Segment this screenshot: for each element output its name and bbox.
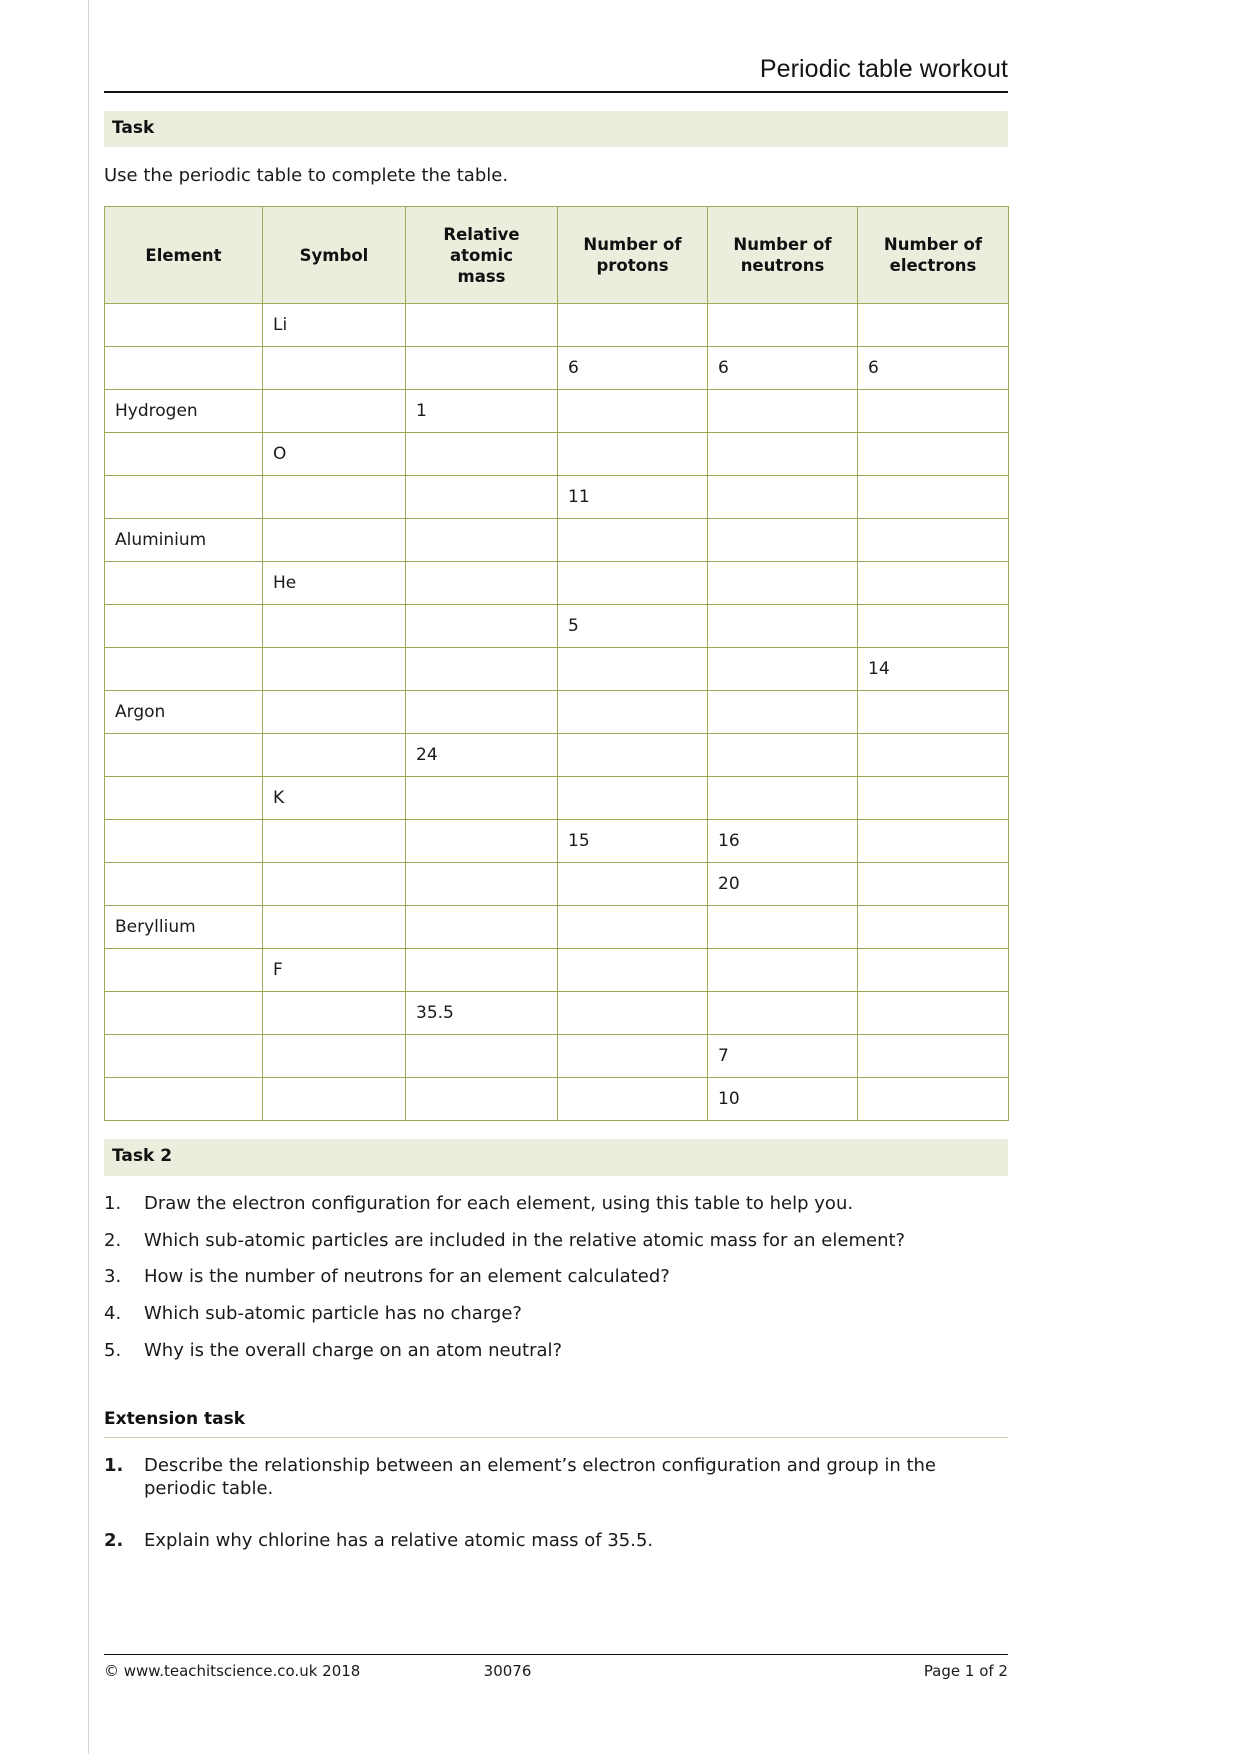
cell-relative-atomic-mass[interactable]: [406, 562, 558, 605]
cell-number-of-neutrons[interactable]: [708, 304, 858, 347]
cell-symbol[interactable]: [263, 691, 406, 734]
cell-symbol[interactable]: [263, 347, 406, 390]
cell-element[interactable]: Hydrogen: [105, 390, 263, 433]
cell-relative-atomic-mass[interactable]: [406, 1078, 558, 1121]
cell-relative-atomic-mass[interactable]: [406, 476, 558, 519]
table-row: [105, 1078, 1009, 1121]
cell-number-of-electrons[interactable]: [858, 777, 1009, 820]
cell-relative-atomic-mass[interactable]: 24: [406, 734, 558, 777]
task2-question: [104, 1339, 1008, 1363]
table-row: [105, 648, 1009, 691]
column-header-neutrons-line2: neutrons: [740, 256, 825, 276]
task-heading-label: Task: [112, 117, 155, 138]
cell-number-of-electrons[interactable]: [858, 1035, 1009, 1078]
cell-number-of-neutrons[interactable]: 10: [708, 1078, 858, 1121]
cell-element[interactable]: [105, 949, 263, 992]
cell-symbol[interactable]: [263, 390, 406, 433]
header-divider: [104, 91, 1008, 93]
cell-element[interactable]: [105, 777, 263, 820]
column-header-electrons-line1: Number of: [883, 235, 983, 255]
table-row: [105, 605, 1009, 648]
cell-number-of-protons[interactable]: [558, 949, 708, 992]
column-header-mass-line3: mass: [457, 266, 506, 286]
cell-number-of-neutrons[interactable]: [708, 476, 858, 519]
task2-question-text: Draw the electron configuration for each element, using this table to help you.: [144, 1192, 854, 1214]
cell-symbol[interactable]: [263, 906, 406, 949]
cell-number-of-protons[interactable]: [558, 648, 708, 691]
cell-number-of-neutrons[interactable]: [708, 519, 858, 562]
table-row: [105, 390, 1009, 433]
page-margin-rule: [88, 0, 89, 1754]
cell-number-of-protons[interactable]: [558, 777, 708, 820]
task-instruction: Use the periodic table to complete the table.: [104, 165, 509, 187]
cell-element[interactable]: [105, 1078, 263, 1121]
cell-number-of-neutrons[interactable]: [708, 691, 858, 734]
cell-relative-atomic-mass[interactable]: 35.5: [406, 992, 558, 1035]
task2-question-number: 1.: [104, 1192, 122, 1214]
cell-number-of-neutrons[interactable]: [708, 949, 858, 992]
document-header: [104, 0, 1008, 84]
cell-number-of-electrons[interactable]: [858, 863, 1009, 906]
table-row: [105, 347, 1009, 390]
table-row: [105, 863, 1009, 906]
cell-number-of-electrons[interactable]: [858, 949, 1009, 992]
table-row: [105, 1035, 1009, 1078]
cell-relative-atomic-mass[interactable]: [406, 519, 558, 562]
extension-question-number: 1.: [104, 1454, 124, 1476]
cell-number-of-neutrons[interactable]: [708, 605, 858, 648]
cell-number-of-neutrons[interactable]: 7: [708, 1035, 858, 1078]
cell-number-of-neutrons[interactable]: [708, 906, 858, 949]
task2-question-number: 5.: [104, 1339, 122, 1361]
cell-number-of-neutrons[interactable]: [708, 390, 858, 433]
extension-question: [104, 1529, 1008, 1553]
task2-heading-label: Task 2: [112, 1146, 173, 1167]
cell-number-of-electrons[interactable]: 14: [858, 648, 1009, 691]
cell-element[interactable]: [105, 433, 263, 476]
cell-symbol[interactable]: [263, 1078, 406, 1121]
task2-question: [104, 1265, 1008, 1289]
task2-question-text: Which sub-atomic particles are included in the relative atomic mass for an element?: [144, 1229, 906, 1251]
cell-number-of-electrons[interactable]: [858, 562, 1009, 605]
cell-relative-atomic-mass[interactable]: [406, 691, 558, 734]
cell-number-of-electrons[interactable]: [858, 433, 1009, 476]
cell-number-of-protons[interactable]: [558, 992, 708, 1035]
page-title: Periodic table workout: [759, 55, 1008, 83]
task2-question-text: Which sub-atomic particle has no charge?: [144, 1303, 522, 1325]
extension-question-number: 2.: [104, 1530, 124, 1552]
task2-question: [104, 1192, 1008, 1216]
cell-number-of-neutrons[interactable]: [708, 777, 858, 820]
cell-number-of-electrons[interactable]: [858, 519, 1009, 562]
cell-relative-atomic-mass[interactable]: [406, 304, 558, 347]
column-header-symbol: [263, 207, 406, 304]
cell-number-of-protons[interactable]: [558, 562, 708, 605]
column-header-number-of-protons: [558, 207, 708, 304]
table-row: [105, 476, 1009, 519]
cell-number-of-protons[interactable]: [558, 433, 708, 476]
cell-number-of-protons[interactable]: [558, 304, 708, 347]
cell-number-of-electrons[interactable]: [858, 820, 1009, 863]
cell-symbol[interactable]: He: [263, 562, 406, 605]
cell-number-of-protons[interactable]: [558, 519, 708, 562]
cell-symbol[interactable]: [263, 476, 406, 519]
cell-number-of-protons[interactable]: 11: [558, 476, 708, 519]
cell-number-of-protons[interactable]: [558, 691, 708, 734]
cell-element[interactable]: [105, 648, 263, 691]
cell-number-of-electrons[interactable]: 6: [858, 347, 1009, 390]
cell-relative-atomic-mass[interactable]: [406, 347, 558, 390]
cell-element[interactable]: [105, 820, 263, 863]
column-header-number-of-neutrons: [708, 207, 858, 304]
cell-symbol[interactable]: [263, 863, 406, 906]
cell-element[interactable]: [105, 347, 263, 390]
cell-number-of-protons[interactable]: 5: [558, 605, 708, 648]
cell-symbol[interactable]: [263, 605, 406, 648]
table-row: [105, 562, 1009, 605]
cell-number-of-neutrons[interactable]: [708, 648, 858, 691]
footer-document-id: 30076: [483, 1662, 532, 1680]
column-header-element: [105, 207, 263, 304]
cell-number-of-neutrons[interactable]: [708, 433, 858, 476]
table-row: [105, 691, 1009, 734]
cell-number-of-protons[interactable]: 6: [558, 347, 708, 390]
column-header-mass-line2: atomic: [450, 245, 513, 265]
task2-question-number: 3.: [104, 1266, 122, 1288]
cell-number-of-electrons[interactable]: [858, 476, 1009, 519]
table-header-row: [105, 207, 1009, 304]
column-header-protons-line1: Number of: [583, 235, 682, 255]
cell-number-of-electrons[interactable]: [858, 390, 1009, 433]
cell-element[interactable]: [105, 605, 263, 648]
cell-relative-atomic-mass[interactable]: [406, 777, 558, 820]
table-row: [105, 992, 1009, 1035]
cell-symbol[interactable]: [263, 992, 406, 1035]
cell-number-of-neutrons[interactable]: [708, 992, 858, 1035]
page-footer: [104, 1654, 1008, 1680]
column-header-mass-line1: Relative: [443, 224, 520, 244]
table-row: [105, 433, 1009, 476]
cell-relative-atomic-mass[interactable]: [406, 605, 558, 648]
column-header-element-line1: Element: [145, 245, 222, 265]
column-header-neutrons-line1: Number of: [733, 235, 832, 255]
cell-number-of-electrons[interactable]: [858, 691, 1009, 734]
cell-number-of-electrons[interactable]: [858, 1078, 1009, 1121]
cell-element[interactable]: [105, 562, 263, 605]
extension-question-list: [104, 1454, 1008, 1553]
cell-number-of-neutrons[interactable]: 16: [708, 820, 858, 863]
cell-element[interactable]: [105, 1035, 263, 1078]
cell-symbol[interactable]: O: [263, 433, 406, 476]
table-row: [105, 519, 1009, 562]
cell-relative-atomic-mass[interactable]: [406, 949, 558, 992]
extension-question-text: Explain why chlorine has a relative atomic mass of 35.5.: [144, 1530, 654, 1552]
cell-symbol[interactable]: [263, 519, 406, 562]
column-header-protons-line2: protons: [596, 256, 669, 276]
cell-element[interactable]: [105, 734, 263, 777]
table-row: [105, 820, 1009, 863]
task2-question: [104, 1229, 1008, 1253]
table-row: [105, 304, 1009, 347]
cell-number-of-electrons[interactable]: [858, 304, 1009, 347]
task2-question: [104, 1302, 1008, 1326]
cell-element[interactable]: Argon: [105, 691, 263, 734]
cell-symbol[interactable]: K: [263, 777, 406, 820]
cell-symbol[interactable]: [263, 648, 406, 691]
task2-question-text: Why is the overall charge on an atom neutral?: [144, 1339, 563, 1361]
cell-symbol[interactable]: [263, 734, 406, 777]
extension-heading-label: Extension task: [104, 1408, 246, 1429]
extension-question: [104, 1454, 1008, 1502]
cell-relative-atomic-mass[interactable]: [406, 863, 558, 906]
cell-number-of-neutrons[interactable]: [708, 562, 858, 605]
cell-number-of-neutrons[interactable]: 6: [708, 347, 858, 390]
column-header-electrons-line2: electrons: [889, 256, 977, 276]
cell-element[interactable]: [105, 304, 263, 347]
task2-heading-banner: [104, 1139, 1008, 1176]
cell-element[interactable]: [105, 992, 263, 1035]
extension-question-text: Describe the relationship between an element’s electron configuration and group in the periodic table.: [144, 1454, 937, 1500]
cell-relative-atomic-mass[interactable]: [406, 648, 558, 691]
table-row: [105, 777, 1009, 820]
task2-question-number: 2.: [104, 1229, 122, 1251]
cell-relative-atomic-mass[interactable]: 1: [406, 390, 558, 433]
cell-symbol[interactable]: Li: [263, 304, 406, 347]
cell-element[interactable]: [105, 863, 263, 906]
column-header-relative-atomic-mass: [406, 207, 558, 304]
cell-element[interactable]: [105, 476, 263, 519]
element-table: [104, 206, 1009, 1121]
page-content: [104, 0, 1008, 1581]
element-table-body: [105, 304, 1009, 1121]
cell-relative-atomic-mass[interactable]: [406, 1035, 558, 1078]
table-row: [105, 949, 1009, 992]
column-header-symbol-line1: Symbol: [299, 245, 369, 265]
extension-divider: [104, 1437, 1008, 1438]
cell-number-of-neutrons[interactable]: 20: [708, 863, 858, 906]
footer-copyright: © www.teachitscience.co.uk 2018: [104, 1662, 361, 1680]
cell-number-of-protons[interactable]: [558, 1035, 708, 1078]
cell-symbol[interactable]: [263, 820, 406, 863]
cell-number-of-neutrons[interactable]: [708, 734, 858, 777]
cell-relative-atomic-mass[interactable]: [406, 433, 558, 476]
cell-number-of-protons[interactable]: 15: [558, 820, 708, 863]
cell-relative-atomic-mass[interactable]: [406, 906, 558, 949]
cell-number-of-electrons[interactable]: [858, 992, 1009, 1035]
table-row: [105, 906, 1009, 949]
cell-number-of-electrons[interactable]: [858, 906, 1009, 949]
column-header-number-of-electrons: [858, 207, 1009, 304]
cell-number-of-electrons[interactable]: [858, 605, 1009, 648]
task2-question-list: [104, 1192, 1008, 1363]
cell-number-of-protons[interactable]: [558, 390, 708, 433]
cell-symbol[interactable]: [263, 1035, 406, 1078]
cell-relative-atomic-mass[interactable]: [406, 820, 558, 863]
cell-number-of-protons[interactable]: [558, 863, 708, 906]
cell-number-of-protons[interactable]: [558, 734, 708, 777]
task2-question-text: How is the number of neutrons for an element calculated?: [144, 1266, 670, 1288]
cell-number-of-protons[interactable]: [558, 1078, 708, 1121]
task2-question-number: 4.: [104, 1303, 122, 1325]
cell-element[interactable]: Aluminium: [105, 519, 263, 562]
cell-number-of-electrons[interactable]: [858, 734, 1009, 777]
cell-number-of-protons[interactable]: [558, 906, 708, 949]
table-row: [105, 734, 1009, 777]
task-heading-banner: [104, 111, 1008, 148]
footer-page-number: Page 1 of 2: [923, 1662, 1008, 1680]
cell-element[interactable]: Beryllium: [105, 906, 263, 949]
cell-symbol[interactable]: F: [263, 949, 406, 992]
